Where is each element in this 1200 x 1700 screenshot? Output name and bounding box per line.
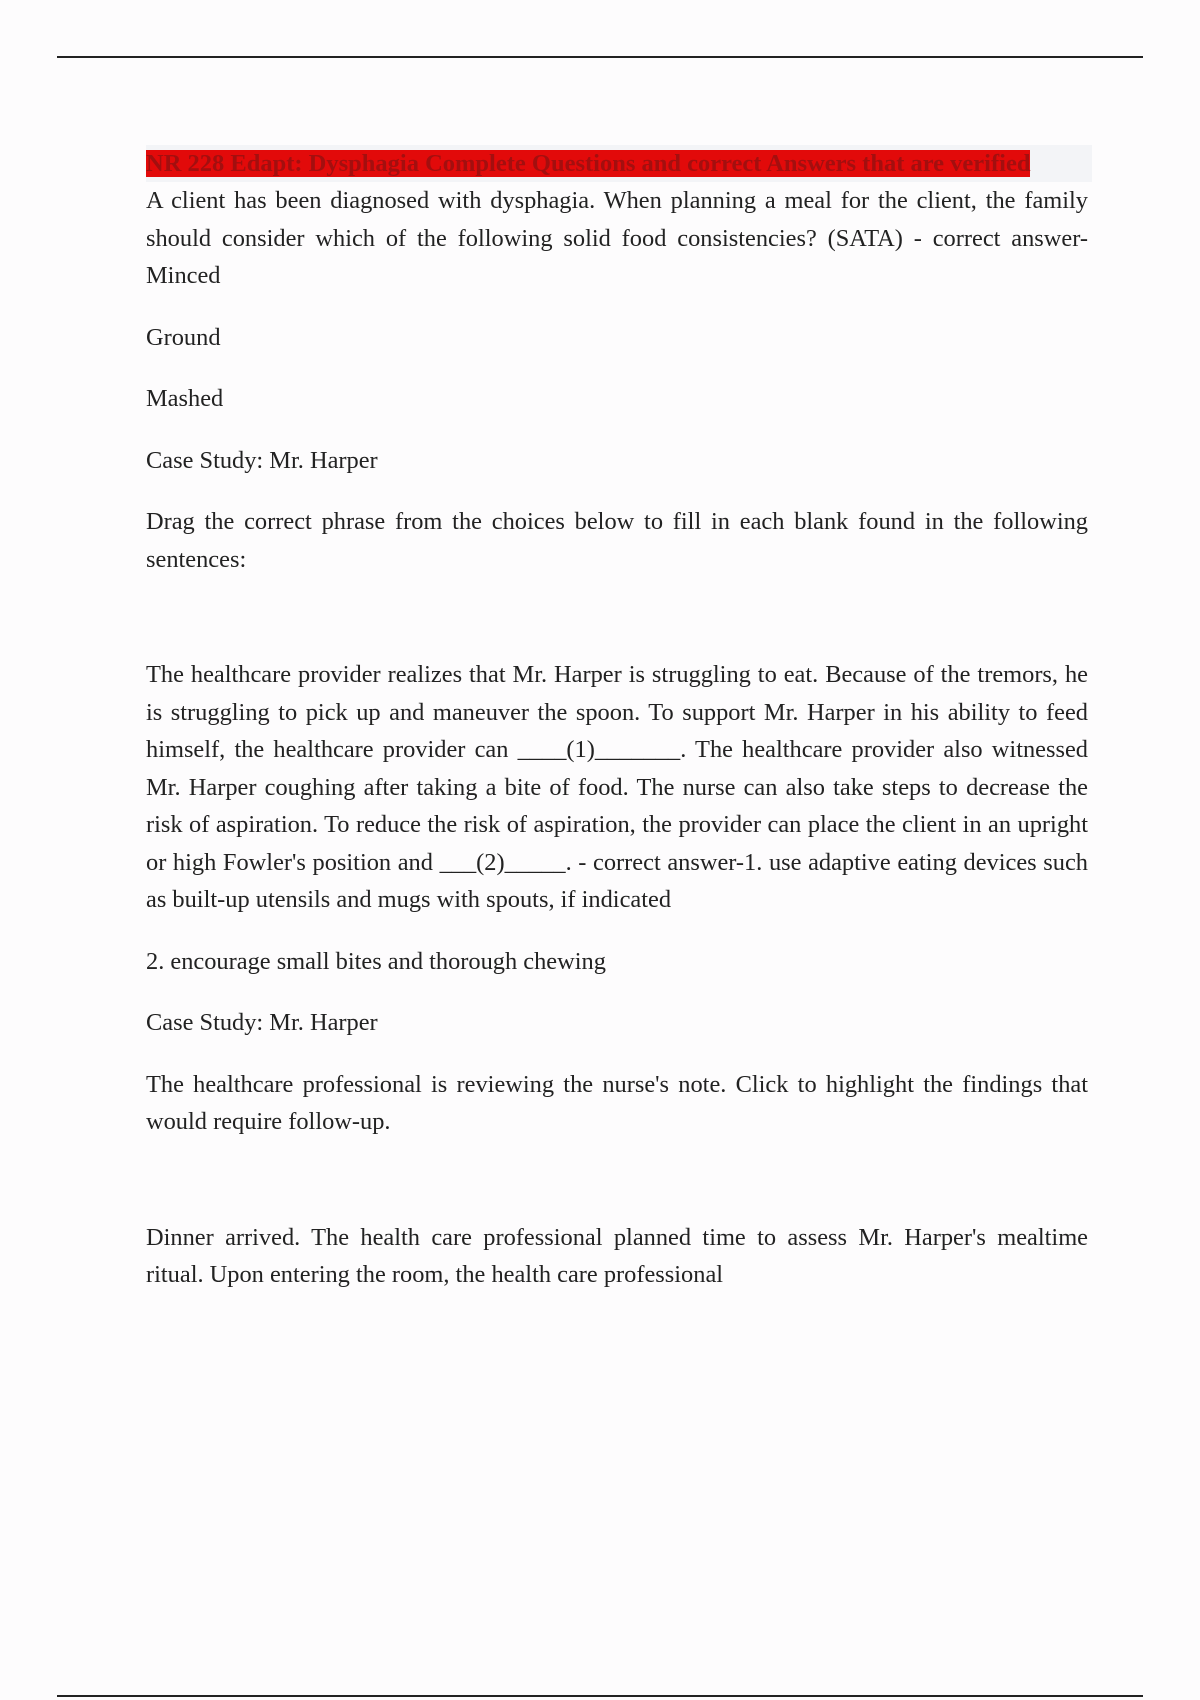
drag-instruction: Drag the correct phrase from the choices below to fill in each blank found in the following sentences: — [146, 508, 1088, 573]
document-title — [146, 145, 1061, 182]
bottom-rule — [57, 1695, 1143, 1697]
answer-ground: Ground — [146, 323, 221, 351]
question-2: The healthcare provider realizes that Mr. Harper is struggling to eat. Because of the tremors, he is struggling to pick up and maneuver the spoon. To support Mr. Harper in his ability to feed himself, the healthcare provider can ____(1)_______. The healthcare provider also witnessed Mr. Harper coughing after taking a bite of food. The nurse can also take steps to decrease the risk of aspiration. To reduce the risk of aspiration, the provider can place the client in an upright or high Fowler's position and ___(2)_____. - correct answer-1. use adaptive eating devices such as built-up utensils and mugs with spouts, if indicated — [146, 661, 1088, 913]
top-rule — [57, 56, 1143, 58]
case-study-heading-2: Case Study: Mr. Harper — [146, 1009, 378, 1036]
answer-mashed: Mashed — [146, 385, 224, 412]
title-band — [146, 145, 1092, 182]
highlight-instruction: The healthcare professional is reviewing the nurse's note. Click to highlight the findings that would require follow-up. — [146, 1070, 1088, 1135]
answer-2: 2. encourage small bites and thorough chewing — [146, 947, 606, 975]
dinner-paragraph: Dinner arrived. The health care professional planned time to assess Mr. Harper's mealtime ritual. Upon entering the room, the health care professional — [146, 1223, 1088, 1288]
document-body — [146, 145, 1088, 1294]
question-1: A client has been diagnosed with dysphagia. When planning a meal for the client, the family should consider which of the following solid food consistencies? (SATA) - correct answer-Minced — [146, 187, 1088, 289]
title-highlight: NR 228 Edapt: Dysphagia Complete Questions and correct Answers that are verified — [146, 150, 1031, 177]
case-study-heading-1: Case Study: Mr. Harper — [146, 446, 378, 474]
